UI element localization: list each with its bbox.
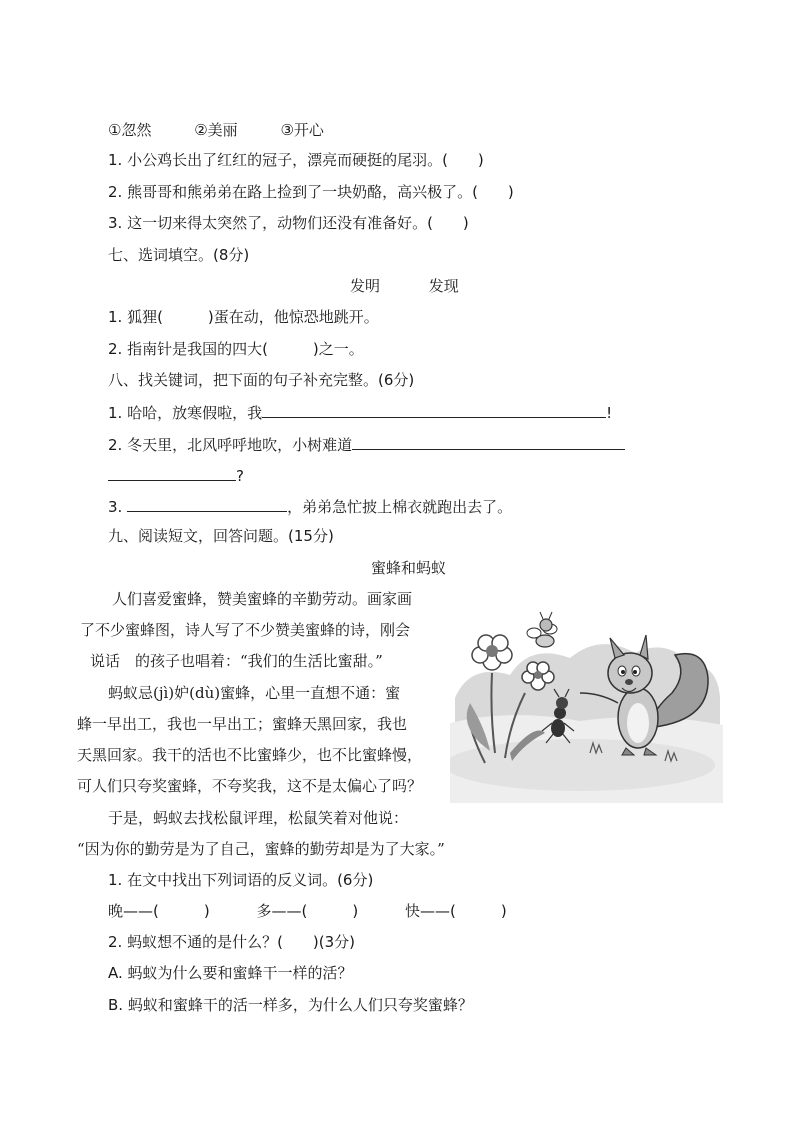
s8-question-1 bbox=[108, 401, 612, 423]
s8-question-2 bbox=[108, 433, 625, 455]
passage-line: 说话 的孩子也唱着：“我们的生活比蜜甜。” bbox=[90, 652, 383, 670]
option-1: ①忽然 bbox=[108, 121, 152, 139]
passage-line: 了不少蜜蜂图，诗人写了不少赞美蜜蜂的诗，刚会 bbox=[80, 621, 411, 639]
antonym-1[interactable]: 晚——( ) bbox=[108, 902, 210, 920]
s8-q2-blank-2[interactable] bbox=[108, 464, 236, 481]
bee-icon bbox=[527, 612, 557, 647]
passage-line: 天黑回家。我干的活也不比蜜蜂少，也不比蜜蜂慢， bbox=[77, 746, 423, 764]
options-row bbox=[108, 120, 362, 140]
s8-q1-blank[interactable] bbox=[262, 401, 606, 418]
s8-q3-suffix: ，弟弟急忙披上棉衣就跑出去了。 bbox=[287, 498, 513, 516]
passage-title: 蜜蜂和蚂蚁 bbox=[371, 559, 447, 577]
passage-line: 蚂蚁忌(jì)妒(dù)蜜蜂，心里一直想不通：蜜 bbox=[108, 684, 401, 702]
word-1: 发明 bbox=[350, 277, 381, 295]
s7-question-2: 2. 指南针是我国的四大( )之一。 bbox=[108, 340, 364, 358]
word-bank bbox=[350, 276, 503, 296]
antonym-row bbox=[108, 901, 549, 921]
option-a: A. 蚂蚁为什么要和蜜蜂干一样的活？ bbox=[108, 964, 353, 982]
s7-question-1: 1. 狐狸( )蛋在动，他惊恐地跳开。 bbox=[108, 308, 379, 326]
passage-line: 可人们只夸奖蜜蜂，不夸奖我，这不是太偏心了吗？ bbox=[77, 777, 423, 795]
antonym-2[interactable]: 多——( ) bbox=[256, 902, 359, 920]
s8-question-2-cont bbox=[108, 464, 244, 486]
s8-q2-blank[interactable] bbox=[352, 433, 625, 450]
s8-q3-prefix: 3. bbox=[108, 498, 128, 516]
s8-q1-prefix: 1. 哈哈，放寒假啦，我 bbox=[108, 404, 263, 422]
s6-question-2: 2. 熊哥哥和熊弟弟在路上捡到了一块奶酪，高兴极了。( ) bbox=[108, 183, 514, 201]
option-2: ②美丽 bbox=[194, 121, 238, 139]
illustration-squirrel-ant-bee bbox=[450, 603, 723, 803]
passage-line: 蜂一早出工，我也一早出工；蜜蜂天黑回家，我也 bbox=[77, 715, 408, 733]
word-2: 发现 bbox=[428, 277, 459, 295]
s6-question-1: 1. 小公鸡长出了红红的冠子，漂亮而硬挺的尾羽。( ) bbox=[108, 151, 484, 169]
s9-question-1: 1. 在文中找出下列词语的反义词。(6分) bbox=[108, 871, 374, 889]
s8-q2-suffix: ? bbox=[236, 467, 244, 485]
s8-question-3 bbox=[108, 495, 512, 517]
s6-question-3: 3. 这一切来得太突然了，动物们还没有准备好。( ) bbox=[108, 214, 469, 232]
option-3: ③开心 bbox=[280, 121, 324, 139]
section-8-title: 八、找关键词，把下面的句子补充完整。(6分) bbox=[108, 371, 415, 389]
passage-line: “因为你的勤劳是为了自己，蜜蜂的勤劳却是为了大家。” bbox=[77, 840, 445, 858]
s8-q2-prefix: 2. 冬天里，北风呼呼地吹，小树难道 bbox=[108, 436, 353, 454]
s8-q1-suffix: ! bbox=[606, 404, 613, 422]
section-9-title: 九、阅读短文，回答问题。(15分) bbox=[108, 527, 334, 545]
s8-q3-blank[interactable] bbox=[127, 495, 287, 512]
passage-line: 于是，蚂蚁去找松鼠评理，松鼠笑着对他说： bbox=[108, 809, 409, 827]
option-b: B. 蚂蚁和蜜蜂干的活一样多，为什么人们只夸奖蜜蜂？ bbox=[108, 996, 473, 1014]
section-7-title: 七、选词填空。(8分) bbox=[108, 246, 250, 264]
flower-icon bbox=[472, 635, 512, 670]
antonym-3[interactable]: 快——( ) bbox=[405, 902, 507, 920]
s9-question-2: 2. 蚂蚁想不通的是什么？( )(3分) bbox=[108, 933, 356, 951]
passage-line: 人们喜爱蜜蜂，赞美蜜蜂的辛勤劳动。画家画 bbox=[112, 590, 413, 608]
